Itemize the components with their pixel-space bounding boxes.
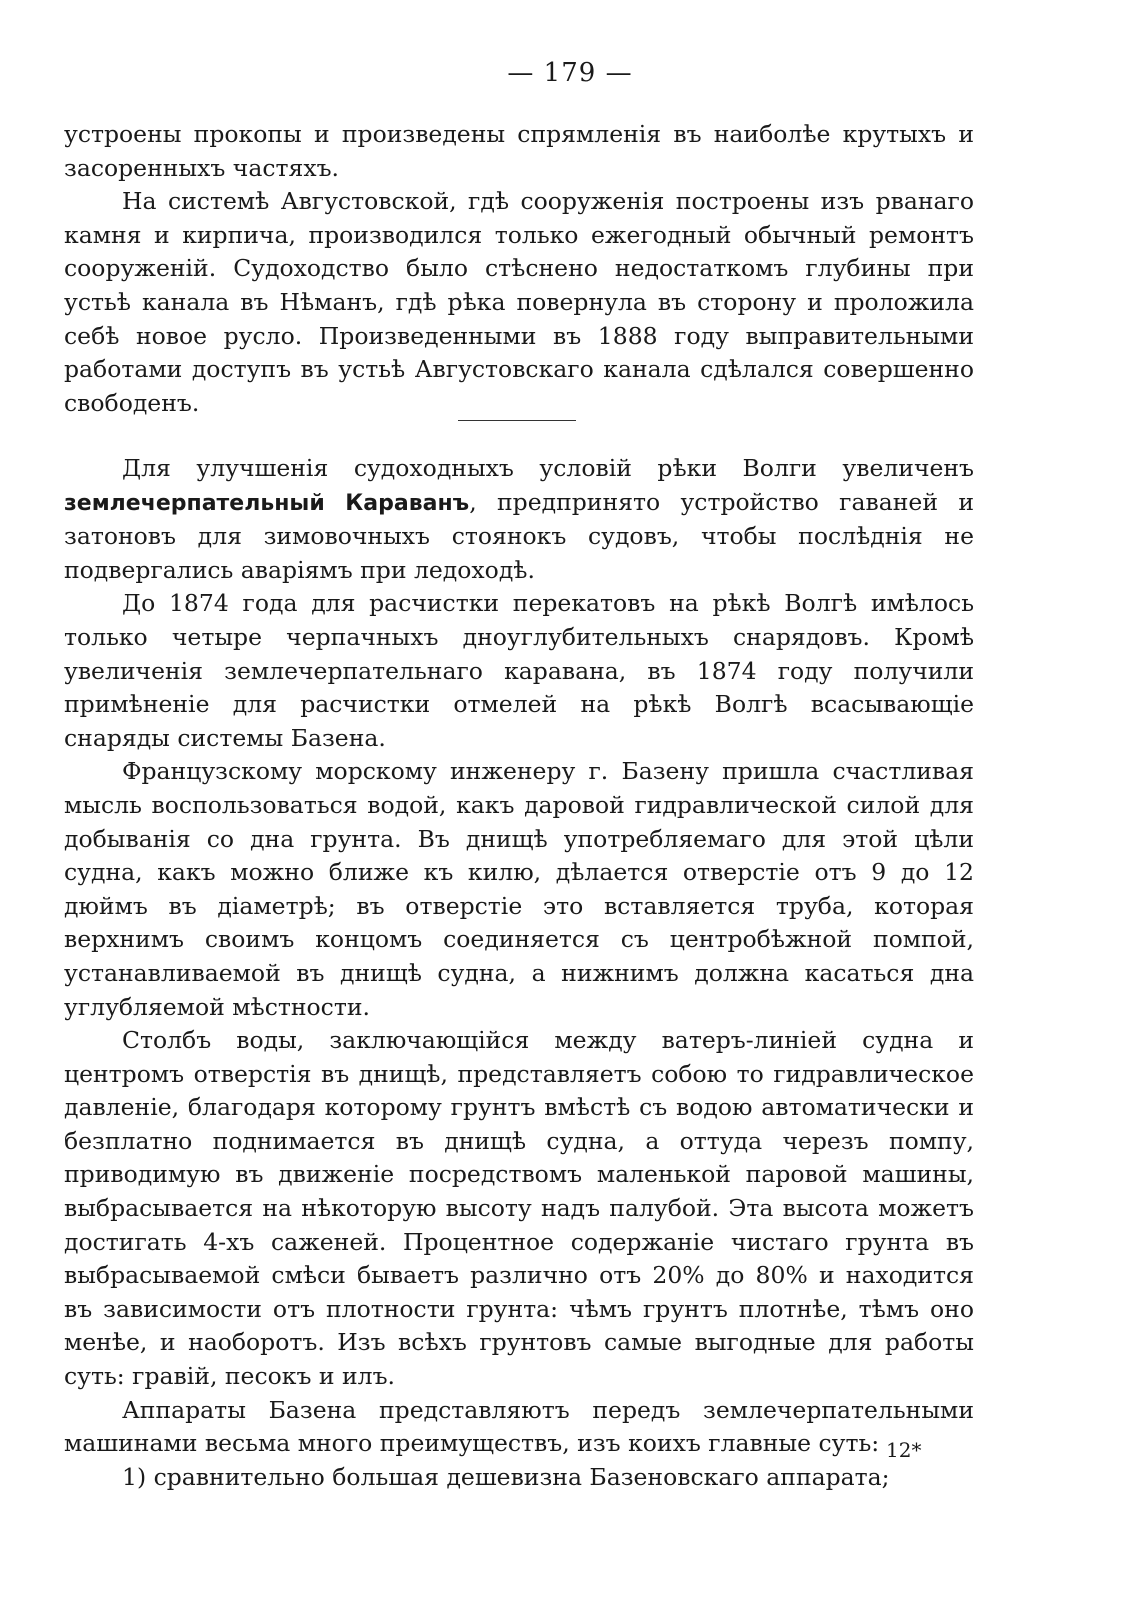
section-divider [458,420,576,421]
paragraph-water-column: Столбъ воды, заключающійся между ватеръ-линіей судна и центромъ отверстія въ днищѣ, представляетъ собою то гидравлическое давленіе, благодаря которому грунтъ вмѣстѣ съ водою автоматически и безплатно поднимается въ днищѣ судна, а оттуда черезъ помпу, приводимую въ движеніе посредствомъ маленькой паровой машины, выбрасывается на нѣкоторую высоту надъ палубой. Эта высота можетъ достигать 4-хъ саженей. Процентное содержаніе чистаго грунта въ выбрасываемой смѣси бываетъ различно отъ 20% до 80% и находится въ зависимости отъ плотности грунта: чѣмъ грунтъ плотнѣе, тѣмъ оно менѣе, и наоборотъ. Изъ всѣхъ грунтовъ самые выгодные для работы суть: гравій, песокъ и илъ. [64,1026,974,1391]
section-canals [64,118,974,420]
paragraph-1874-dredgers: До 1874 года для расчистки перекатовъ на рѣкѣ Волгѣ имѣлось только четыре черпачныхъ дноуглубительныхъ снарядовъ. Кромѣ увеличенія землечерпательнаго каравана, въ 1874 году получили примѣненіе для расчистки отмелей на рѣкѣ Волгѣ всасывающіе снаряды системы Базена. [64,589,974,752]
paragraph-volga-text-before: Для улучшенія судоходныхъ условій рѣки Волги увеличенъ [122,454,974,482]
list-item-advantage-1: 1) сравнительно большая дешевизна Базеновскаго аппарата; [122,1462,890,1491]
paragraph-volga-improvements [64,452,974,587]
paragraph-bazin-advantages: Аппараты Базена представляютъ передъ землечерпательными машинами весьма много преимуществъ, изъ коихъ главные суть: [64,1395,974,1458]
paragraph-bazin-idea: Французскому морскому инженеру г. Базену пришла счастливая мысль воспользоваться водой, какъ даровой гидравлической силой для добыванія со дна грунта. Въ днищѣ употребляемаго для этой цѣли судна, какъ можно ближе къ килю, дѣлается отверстіе отъ 9 до 12 дюймъ въ діаметрѣ; въ отверстіе это вставляется труба, которая верхнимъ своимъ концомъ соединяется съ центробѣжной помпой, устанавливаемой въ днищѣ судна, а нижнимъ должна касаться дна углубляемой мѣстности. [64,757,974,1021]
bold-term-dredging-caravan: землечерпательный Караванъ [64,490,470,516]
printer-signature-mark: 12* [886,1438,922,1462]
paragraph-augustow-system: На системѣ Августовской, гдѣ сооруженія построены изъ рванаго камня и кирпича, производился только ежегодный обычный ремонтъ сооруженій. Судоходство было стѣснено недостаткомъ глубины при устьѣ канала въ Нѣманъ, гдѣ рѣка повернула въ сторону и проложила себѣ новое русло. Произведенными въ 1888 году выправительными работами доступъ въ устьѣ Августовскаго канала сдѣлался совершенно свободенъ. [64,187,974,417]
section-volga [64,452,974,1494]
paragraph-volga-text-after: , предпринято устройство гаваней и затоновъ для зимовочныхъ стоянокъ судовъ, чтобы послѣднія не подвергались аваріямъ при ледоходѣ. [64,487,974,584]
paragraph-continuation: устроены прокопы и произведены спрямленія въ наиболѣе крутыхъ и засоренныхъ частяхъ. [64,120,974,182]
page-number: — 179 — [507,58,633,88]
